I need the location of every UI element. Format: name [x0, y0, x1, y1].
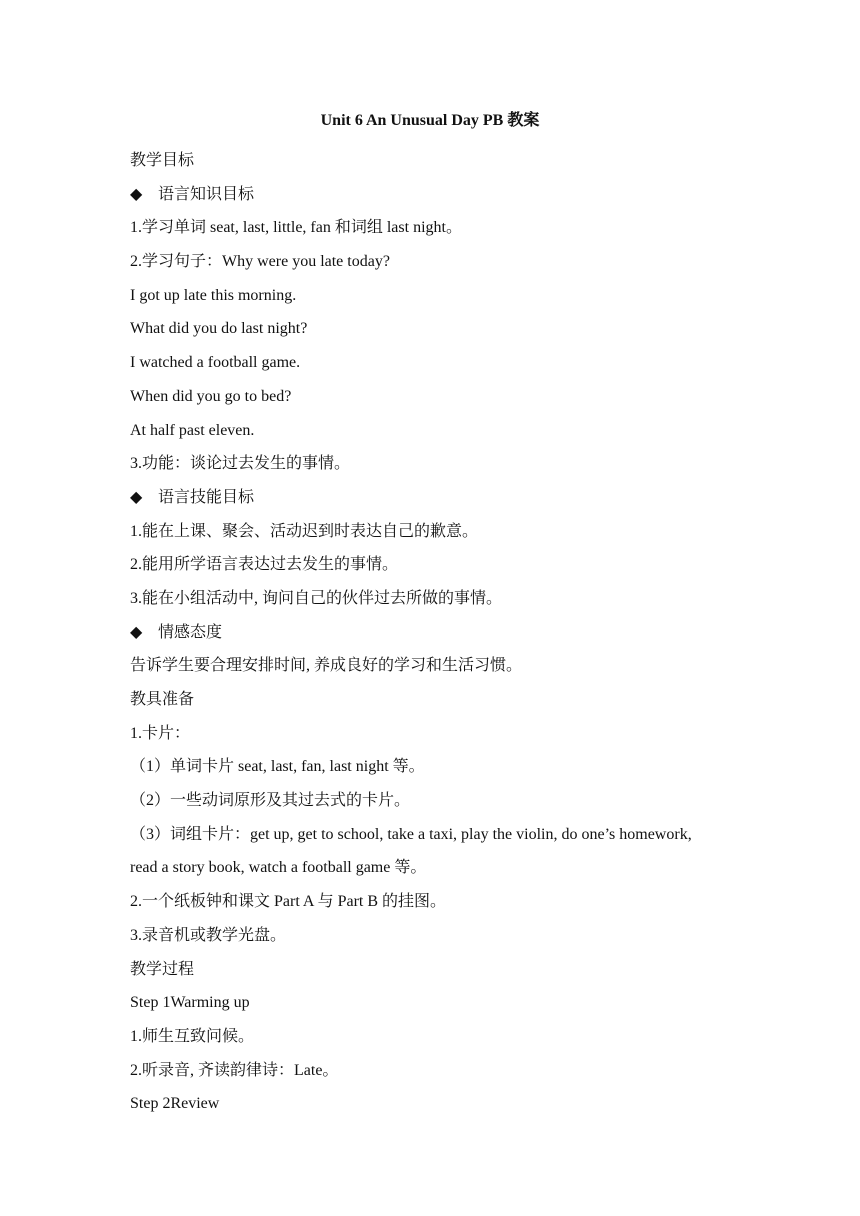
text-line: [130, 211, 750, 245]
line-text: 3.功能：谈论过去发生的事情。: [130, 455, 351, 473]
line-text: 3.录音机或教学光盘。: [130, 926, 287, 944]
text-line: [130, 986, 750, 1020]
section-heading: [130, 616, 750, 650]
text-line: [130, 1020, 750, 1054]
line-text: 2.学习句子：Why were you late today?: [130, 253, 390, 271]
text-line: [130, 346, 750, 380]
text-line: [130, 245, 750, 279]
text-line: [130, 953, 750, 987]
text-line: [130, 784, 750, 818]
line-text: 1.能在上课、聚会、活动迟到时表达自己的歉意。: [130, 522, 479, 540]
text-line: [130, 279, 750, 313]
line-text: 2.听录音, 齐读韵律诗：Late。: [130, 1061, 339, 1079]
line-text: I watched a football game.: [130, 354, 301, 372]
document-title: Unit 6 An Unusual Day PB 教案: [320, 112, 540, 129]
text-line: [130, 750, 750, 784]
text-line: [130, 1087, 750, 1121]
line-text: Step 1Warming up: [130, 994, 250, 1012]
line-text: 教具准备: [130, 691, 195, 708]
section-heading: [130, 481, 750, 515]
line-text: What did you do last night?: [130, 320, 308, 338]
text-line: [130, 582, 750, 616]
text-line: [130, 885, 750, 919]
document-body: [130, 144, 750, 1121]
text-line: [130, 312, 750, 346]
line-text: 1.卡片：: [130, 724, 191, 742]
text-line: [130, 683, 750, 717]
line-text: 1.学习单词 seat, last, little, fan 和词组 last night。: [130, 219, 462, 237]
text-line: [130, 851, 750, 885]
diamond-bullet-icon: ◆: [130, 488, 143, 506]
text-line: [130, 144, 750, 178]
line-text: 告诉学生要合理安排时间, 养成良好的学习和生活习惯。: [130, 657, 523, 675]
line-text: 1.师生互致问候。: [130, 1027, 255, 1045]
line-text: 情感态度: [158, 623, 223, 641]
line-text: 2.一个纸板钟和课文 Part A 与 Part B 的挂图。: [130, 893, 447, 911]
line-text: I got up late this morning.: [130, 286, 297, 304]
text-line: [130, 515, 750, 549]
diamond-bullet-icon: ◆: [130, 623, 143, 641]
line-text: 语言技能目标: [158, 488, 255, 506]
text-line: [130, 649, 750, 683]
line-text: 语言知识目标: [158, 185, 255, 203]
line-text: Step 2Review: [130, 1095, 220, 1113]
line-text: 教学目标: [130, 152, 195, 169]
section-heading: [130, 178, 750, 212]
line-text: 2.能用所学语言表达过去发生的事情。: [130, 556, 399, 574]
line-text: At half past eleven.: [130, 421, 255, 439]
text-line: [130, 919, 750, 953]
text-line: [130, 818, 750, 852]
line-text: （3）词组卡片：get up, get to school, take a taxi, play the violin, do one’s homework,: [130, 825, 692, 843]
text-line: [130, 414, 750, 448]
line-text: （1）单词卡片 seat, last, fan, last night 等。: [130, 758, 425, 776]
text-line: [130, 447, 750, 481]
text-line: [130, 548, 750, 582]
diamond-bullet-icon: ◆: [130, 185, 143, 203]
line-text: （2）一些动词原形及其过去式的卡片。: [130, 792, 411, 810]
line-text: read a story book, watch a football game 等。: [130, 859, 427, 877]
line-text: 3.能在小组活动中, 询问自己的伙伴过去所做的事情。: [130, 589, 503, 607]
text-line: [130, 380, 750, 414]
line-text: When did you go to bed?: [130, 387, 292, 405]
text-line: [130, 1054, 750, 1088]
line-text: 教学过程: [130, 960, 195, 978]
text-line: [130, 717, 750, 751]
